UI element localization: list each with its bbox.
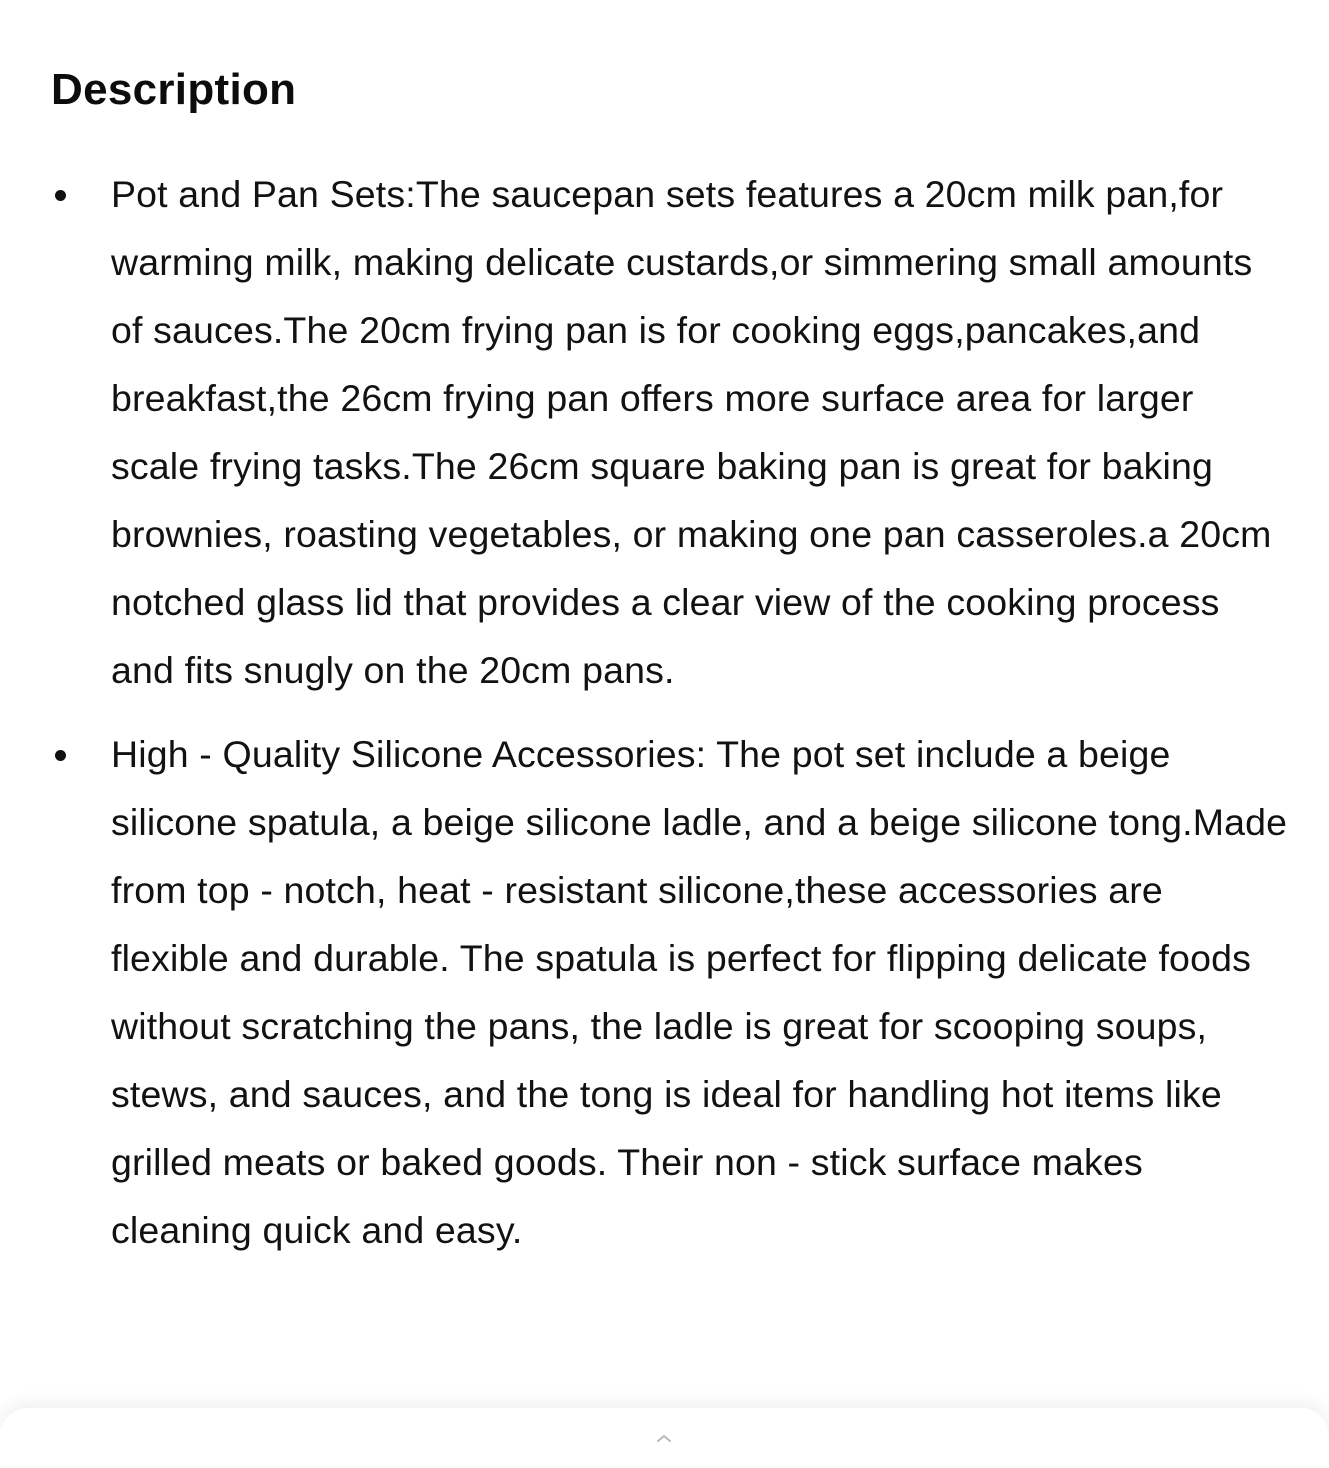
bullet-icon	[55, 190, 66, 201]
bullet-icon	[55, 750, 66, 761]
bottom-sheet[interactable]	[0, 1408, 1329, 1468]
description-item	[0, 160, 1329, 704]
description-list	[0, 160, 1329, 1280]
description-item-text: Pot and Pan Sets:The saucepan sets features a 20cm milk pan,for warming milk, making delicate custards,or simmering small amounts of sauces.The 20cm frying pan is for cooking eggs,pancakes,and breakfast,the 26cm frying pan offers more surface area for larger scale frying tasks.The 26cm square baking pan is great for baking brownies, roasting vegetables, or making one pan casseroles.a 20cm notched glass lid that provides a clear view of the cooking process and fits snugly on the 20cm pans.	[111, 173, 1272, 691]
chevron-up-icon[interactable]	[656, 1434, 672, 1442]
description-item-text: High - Quality Silicone Accessories: The pot set include a beige silicone spatula, a beige silicone ladle, and a beige silicone tong.Made from top - notch, heat - resistant silicone,these accessories are flexible and durable. The spatula is perfect for flipping delicate foods without scratching the pans, the ladle is great for scooping soups, stews, and sauces, and the tong is ideal for handling hot items like grilled meats or baked goods. Their non - stick surface makes cleaning quick and easy.	[111, 733, 1288, 1251]
description-item	[0, 720, 1329, 1264]
section-title: Description	[51, 65, 297, 114]
